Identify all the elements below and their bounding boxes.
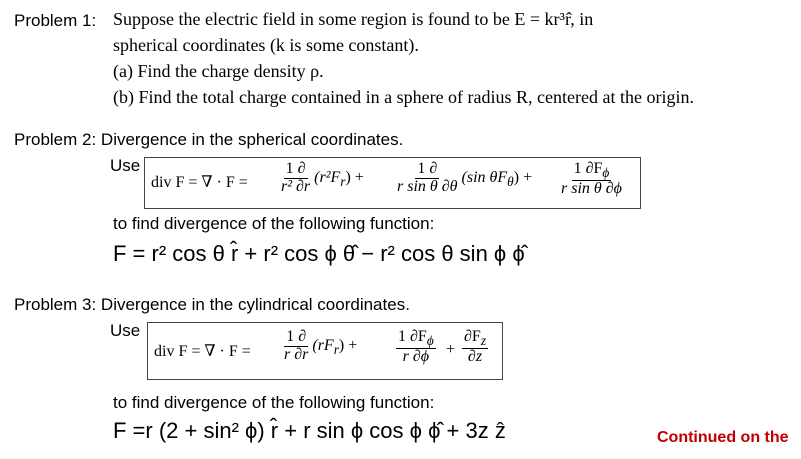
- problem3-use-label: Use: [110, 321, 141, 340]
- problem2-term1-fraction: $\frac{1 \partial}{\text{r² ∂r}}$: [281, 160, 311, 195]
- problem2-term3: [557, 161, 626, 198]
- problem3-formula-lhs: div F = ∇ · F =: [154, 343, 251, 360]
- problem3-plus: +: [446, 341, 456, 358]
- problem1-label: Problem 1:: [14, 11, 97, 30]
- problem3-term1-fraction: $\frac{1 \partial}{r \partial r}$: [284, 328, 309, 363]
- problem2-term1: $\frac{1 \partial}{\text{r² ∂r}}$ $(r^2F_r)$ +: [281, 160, 364, 195]
- problem1-part-b: (b) Find the total charge contained in a sphere of radius R, centered at the origin.: [113, 87, 694, 107]
- problem2-term2: $\frac{1 \partial}{\text{r sin θ ∂θ}}$ (sin $\theta F_\theta$) +: [397, 160, 533, 195]
- problem1-line2: spherical coordinates (k is some constant).: [113, 35, 419, 55]
- problem2-term2-fraction: $\frac{1 \partial}{\text{r sin θ ∂θ}}$: [397, 160, 458, 195]
- problem2-function: F = r² cos θ r̂ + r² cos ϕ θ̂ − r² cos θ sin ϕ ϕ̂: [113, 241, 525, 266]
- problem3-instruction: to find divergence of the following function:: [113, 393, 435, 412]
- problem2-title: Problem 2: Divergence in the spherical coordinates.: [14, 130, 404, 149]
- problem1-line1: Suppose the electric field in some region is found to be E = kr³r̂, in: [113, 9, 594, 29]
- problem3-formula-box: [147, 322, 503, 380]
- problem3-term2: [394, 329, 438, 366]
- problem2-instruction: to find divergence of the following function:: [113, 214, 435, 233]
- problem2-term3-fraction: $\frac{1 \partial F_\phi}{\text{r sin θ ∂ϕ}}$: [561, 160, 622, 198]
- problem3-title: Problem 3: Divergence in the cylindrical coordinates.: [14, 295, 410, 314]
- problem3-function: F =r (2 + sin² ϕ) r̂ + r sin ϕ cos ϕ ϕ̂ + 3z ẑ: [113, 418, 506, 443]
- continued-note: Continued on the: [657, 429, 789, 446]
- problem2-use-label: Use: [110, 156, 141, 175]
- problem1-part-a: (a) Find the charge density ρ.: [113, 61, 324, 81]
- problem3-term3: [460, 329, 490, 366]
- problem3-term1: $\frac{1 \partial}{r \partial r}$ $(rF_r)$ +: [284, 328, 358, 363]
- problem3-term2-fraction: $\frac{1 \partial F_\phi}{r \partial\phi}$: [398, 328, 434, 366]
- problem2-formula-box: [144, 157, 641, 209]
- problem2-formula-lhs: div F = ∇ · F =: [151, 174, 248, 191]
- problem3-term3-fraction: $\frac{\partial F_z}{\partial z}$: [464, 328, 486, 366]
